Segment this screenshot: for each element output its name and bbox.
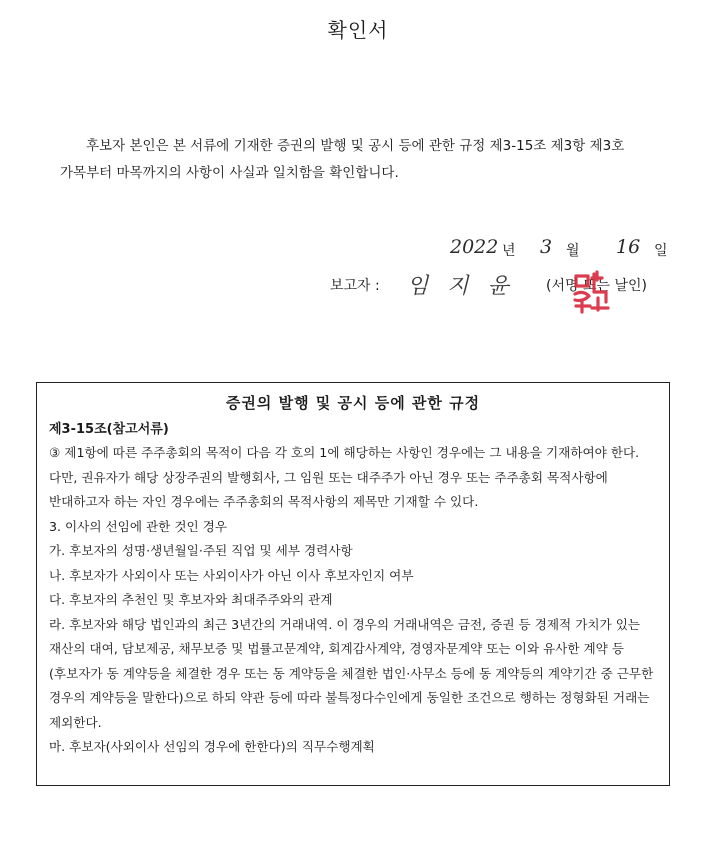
signature-note: (서명 또는 날인)	[546, 278, 647, 294]
regulation-item-3: 3. 이사의 선임에 관한 것인 경우	[49, 518, 228, 534]
regulation-subitem: 나. 후보자가 사외이사 또는 사외이사가 아닌 이사 후보자인지 여부	[49, 567, 414, 583]
date-year: 2022	[450, 236, 499, 258]
regulation-title: 증권의 발행 및 공시 등에 관한 규정	[225, 394, 481, 412]
regulation-subitem: 가. 후보자의 성명·생년월일·주된 직업 및 세부 경력사항	[49, 543, 353, 558]
regulation-paragraph: ③ 제1항에 따른 주주총회의 목적이 다음 각 호의 1에 해당하는 사항인 경우에는 그 내용을 기재하여야 한다. 다만, 권유자가 해당 상장주권의 발행회사, 그 임원 또는 대주주가 아닌 경우 또는 주주총회 목적사항에 반대하고자 하는 자인 경우에는 주주총회의 목적사항의 제목만 기재할 수 있다.	[49, 445, 640, 509]
confirmation-paragraph: 후보자 본인은 본 서류에 기재한 증권의 발행 및 공시 등에 관한 규정 제3-15조 제3항 제3호 가목부터 마목까지의 사항이 사실과 일치함을 확인합니다.	[60, 138, 625, 181]
regulation-body	[49, 441, 657, 760]
date-year-unit: 년	[502, 243, 516, 259]
reporter-line	[330, 273, 670, 309]
regulation-subitem: 라. 후보자와 해당 법인과의 최근 3년간의 거래내역. 이 경우의 거래내역은 금전, 증권 등 경제적 가치가 있는 재산의 대여, 담보제공, 채무보증 및 법률고문계약, 회계감사계약, 경영자문계약 또는 이와 유사한 계약 등(후보자가 동 계약등을 체결한 경우 또는 동 계약등을 체결한 법인·사무소 등에 동 계약등의 계약기간 중 근무한 경우의 계약등을 말한다)으로 하되 약관 등에 따라 불특정다수인에게 동일한 조건으로 행하는 정형화된 거래는 제외한다.	[49, 616, 654, 730]
regulation-article: 제3-15조(참고서류)	[49, 422, 169, 437]
date-day: 16	[616, 236, 641, 258]
regulation-box	[36, 382, 670, 786]
date-day-unit: 일	[654, 243, 668, 259]
reporter-name-handwritten: 임 지 윤	[407, 274, 515, 299]
date-month: 3	[540, 236, 553, 258]
reporter-label: 보고자 :	[330, 278, 380, 294]
date-line	[428, 238, 688, 268]
document-title: 확인서	[327, 18, 389, 42]
date-month-unit: 월	[566, 243, 580, 259]
regulation-subitem: 다. 후보자의 추천인 및 후보자와 최대주주와의 관계	[49, 592, 333, 607]
seal-stamp-icon	[570, 268, 612, 316]
regulation-subitem: 마. 후보자(사외이사 선임의 경우에 한한다)의 직무수행계획	[49, 739, 375, 754]
